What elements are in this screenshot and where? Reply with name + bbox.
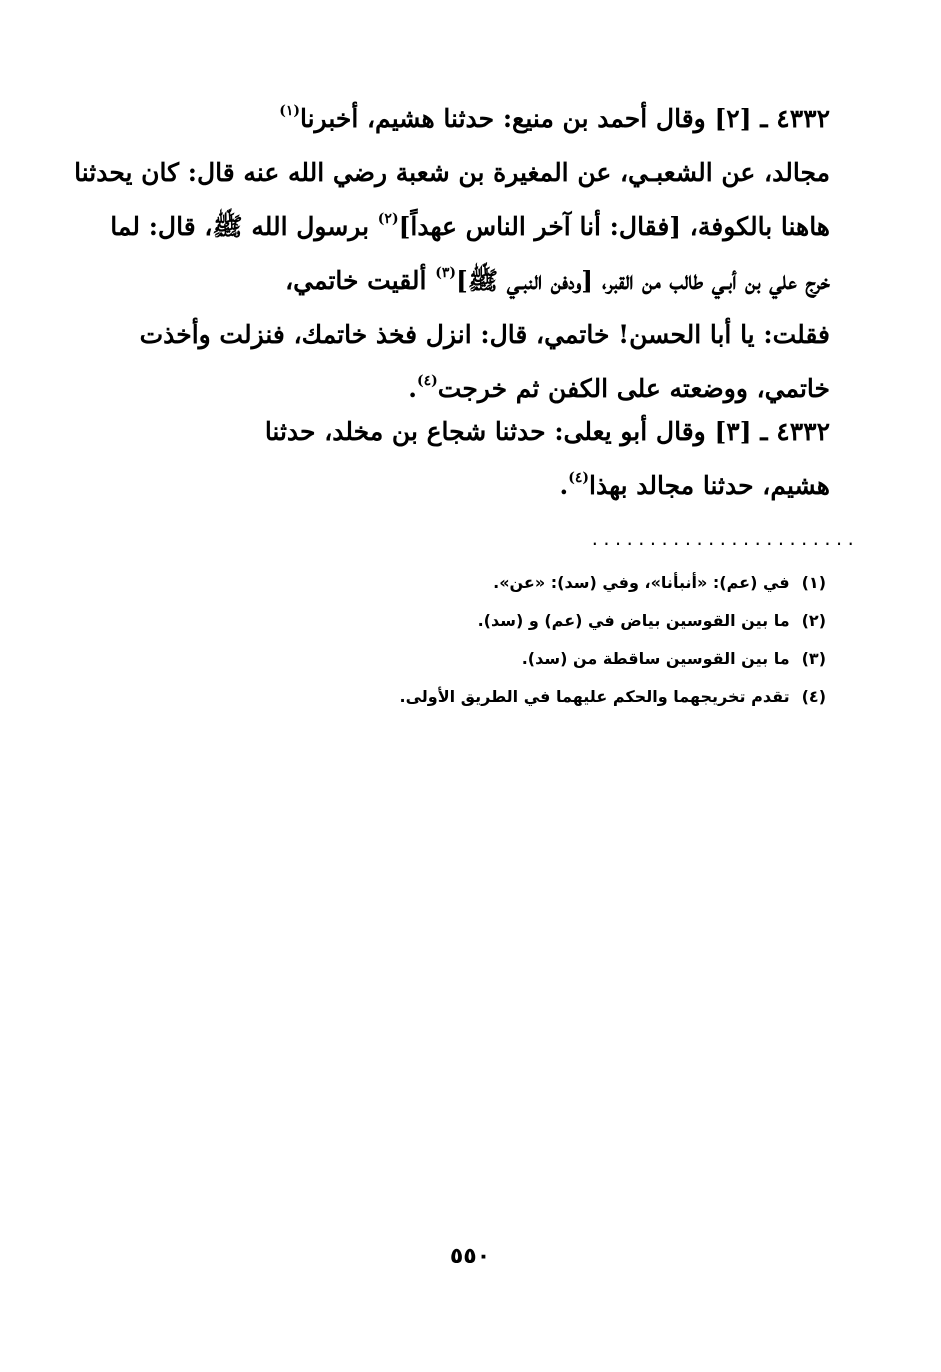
footnote-2 <box>380 602 826 640</box>
footnote-3 <box>380 640 826 678</box>
footnote-separator: ....................... <box>590 530 858 549</box>
footnote-text: في (عم): «أنبأنا»، وفي (سد): «عن». <box>493 573 790 592</box>
hadith-1-line-1 <box>100 92 830 146</box>
footnote-4 <box>380 678 826 716</box>
footnote-ref-4b[interactable]: (٤) <box>568 470 590 486</box>
hadith-1-line-3-text-a: هاهنا بالكوفة، [فقال: أنا آخر الناس عهداً] <box>398 212 830 241</box>
footnote-ref-1[interactable]: (١) <box>279 103 300 119</box>
hadith-2-line-1 <box>100 405 830 459</box>
footnote-number: (٤) <box>801 687 826 706</box>
page-number: ٥٥٠ <box>449 1244 491 1269</box>
hadith-1-line-2: مجالد، عن الشعبـي، عن المغيرة بن شعبة رضي الله عنه قال: كان يحدثنا <box>74 158 830 187</box>
hadith-paragraph-1 <box>74 92 830 416</box>
hadith-1-line-1-text: وقال أحمد بن منيع: حدثنا هشيم، أخبرنا <box>299 104 706 133</box>
hadith-1-line-4-text-a: خرج علي بن أبـي طالب من القبر، [ودفن النبـي ﷺ] <box>456 266 830 295</box>
hadith-1-line-6-end: . <box>408 374 417 403</box>
footnote-number: (١) <box>801 573 826 592</box>
footnote-number: (٢) <box>801 611 826 630</box>
hadith-1-line-3 <box>100 200 830 254</box>
footnote-text: ما بين القوسين بياض في (عم) و (سد). <box>477 611 790 630</box>
footnote-text: تقدم تخريجهما والحكم عليهما في الطريق الأولى. <box>399 687 790 706</box>
hadith-2-line-2 <box>100 459 830 513</box>
hadith-paragraph-2 <box>100 405 830 513</box>
hadith-1-line-5: فقلت: يا أبا الحسن! خاتمي، قال: انزل فخذ خاتمك، فنزلت وأخذت <box>139 320 830 349</box>
footnote-text: ما بين القوسين ساقطة من (سد). <box>521 649 790 668</box>
hadith-2-line-2-text: هشيم، حدثنا مجالد بهذا <box>589 471 830 500</box>
hadith-1-line-4 <box>100 254 830 308</box>
hadith-1-line-3-text-b: برسول الله ﷺ، قال: لما <box>110 212 370 241</box>
footnote-1 <box>380 564 826 602</box>
footnotes-section <box>380 564 826 716</box>
hadith-2-number: ٤٣٣٢ ـ [٣] <box>714 417 830 446</box>
footnote-ref-4[interactable]: (٤) <box>417 373 438 389</box>
hadith-2-line-1-text: وقال أبو يعلى: حدثنا شجاع بن مخلد، حدثنا <box>264 417 706 446</box>
hadith-2-line-2-end: . <box>559 471 569 500</box>
footnote-ref-3[interactable]: (٣) <box>435 265 456 281</box>
hadith-1-line-4-text-b: ألقيت خاتمي، <box>285 266 427 295</box>
hadith-1-line-6-text: خاتمي، ووضعته على الكفن ثم خرجت <box>437 374 830 403</box>
hadith-1-number: ٤٣٣٢ ـ [٢] <box>714 104 830 133</box>
footnote-ref-2[interactable]: (٢) <box>377 211 399 227</box>
footnote-number: (٣) <box>801 649 826 668</box>
